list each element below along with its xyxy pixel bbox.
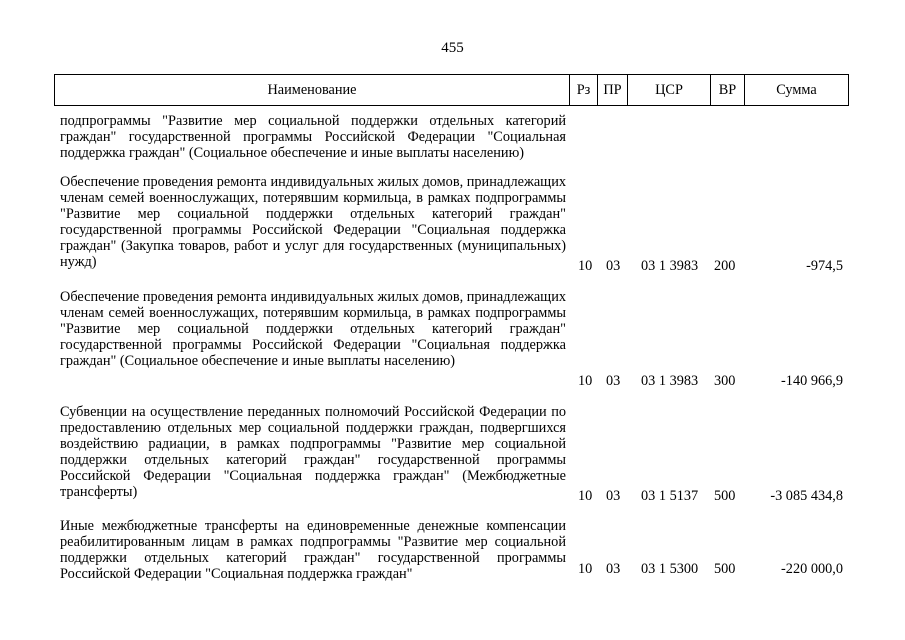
row-vr: 200 [714,258,736,274]
header-csr: ЦСР [627,75,710,105]
row-csr: 03 1 5137 [641,488,699,504]
row-rz: 10 [578,561,593,577]
row-name: Иные межбюджетные трансферты на единовременные денежные компенсации реабилитированным лицам в рамках подпрограммы "Развитие мер социальной поддержки отдельных категорий граждан" государственной программы Российской Федерации "Социальная поддержка граждан" [60,518,566,583]
row-name: Субвенции на осуществление переданных полномочий Российской Федерации по предоставлению отдельных мер социальной поддержки граждан, подвергшихся воздействию радиации, в рамках подпрограммы "Развитие мер социальной поддержки отдельных категорий граждан" государственной программы Российской Федерации "Социальная поддержка граждан" (Межбюджетные трансферты) [60,404,566,501]
header-sum: Сумма [744,75,848,105]
row-pr: 03 [606,373,621,389]
row-csr: 03 1 5300 [641,561,699,577]
row-sum: -220 000,0 [781,561,843,577]
row-pr: 03 [606,488,621,504]
row-name: Обеспечение проведения ремонта индивидуальных жилых домов, принадлежащих членам семей военнослужащих, потерявшим кормильца, в рамках подпрограммы "Развитие мер социальной поддержки отдельных категорий граждан" государственной программы Российской Федерации "Социальная поддержка граждан" (Социальное обеспечение и иные выплаты населению) [60,289,566,370]
header-rz: Рз [569,75,597,105]
row-name: Обеспечение проведения ремонта индивидуальных жилых домов, принадлежащих членам семей военнослужащих, потерявшим кормильца, в рамках подпрограммы "Развитие мер социальной поддержки отдельных категорий граждан" государственной программы Российской Федерации "Социальная поддержка граждан" (Закупка товаров, работ и услуг для государственных (муниципальных) нужд) [60,174,566,271]
header-name: Наименование [267,82,357,98]
page-number: 455 [441,40,464,56]
row-rz: 10 [578,488,593,504]
row-name: подпрограммы "Развитие мер социальной поддержки отдельных категорий граждан" государственной программы Российской Федерации "Социальная поддержка граждан" (Социальное обеспечение и иные выплаты населению) [60,113,566,162]
row-vr: 500 [714,488,736,504]
row-pr: 03 [606,561,621,577]
row-rz: 10 [578,258,593,274]
row-vr: 500 [714,561,736,577]
header-pr: ПР [597,75,627,105]
row-pr: 03 [606,258,621,274]
row-vr: 300 [714,373,736,389]
row-sum: -974,5 [806,258,843,274]
row-csr: 03 1 3983 [641,373,699,389]
row-sum: -140 966,9 [781,373,843,389]
row-sum: -3 085 434,8 [770,488,843,504]
row-rz: 10 [578,373,593,389]
header-vr: ВР [710,75,744,105]
table-header [54,74,849,106]
row-csr: 03 1 3983 [641,258,699,274]
